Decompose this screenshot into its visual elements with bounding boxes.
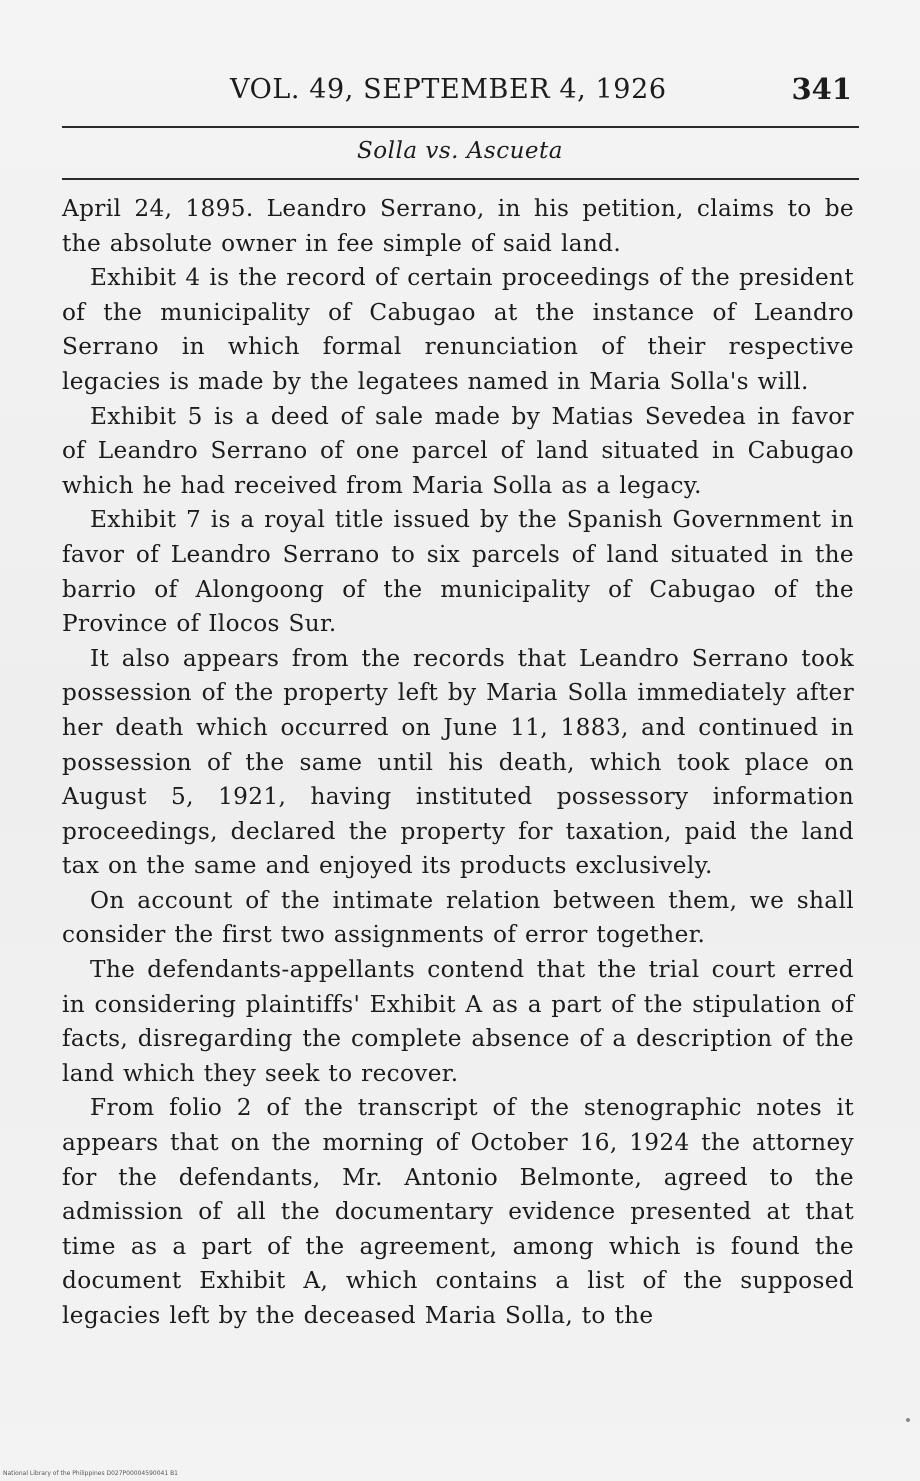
header-rule-top: [62, 126, 859, 128]
header-rule-bottom: [62, 178, 859, 180]
paragraph-continued: April 24, 1895. Leandro Serrano, in his petition, claims to be the absolute owner in fee simple of said land.: [62, 195, 854, 257]
page-header: [230, 74, 860, 118]
scan-footer-label: National Library of the Philippines D027P00004590041 B1: [3, 1470, 178, 1477]
body-text: [62, 192, 854, 1334]
paragraph-exhibit-7: Exhibit 7 is a royal title issued by the Spanish Government in favor of Leandro Serrano to six parcels of land situated in the barrio of Alongoong of the municipality of Cabugao of the Province of Ilocos Sur.: [62, 506, 854, 638]
case-running-title: Solla vs. Ascueta: [357, 138, 563, 164]
paragraph-exhibit-5: Exhibit 5 is a deed of sale made by Matias Sevedea in favor of Leandro Serrano of one parcel of land situated in Cabugao which he had received from Maria Solla as a legacy.: [62, 402, 854, 499]
paragraph-possession: It also appears from the records that Leandro Serrano took possession of the property left by Maria Solla immediately after her death which occurred on June 11, 1883, and continued in possession of the same until his death, which took place on August 5, 1921, having instituted possessory information proceedings, declared the property for taxation, paid the land tax on the same and enjoyed its products exclusively.: [62, 644, 854, 880]
scan-speck: [906, 1418, 910, 1422]
paragraph-assignments: On account of the intimate relation between them, we shall consider the first two assignments of error together.: [62, 886, 854, 949]
page-number: 341: [791, 72, 852, 106]
paragraph-folio: From folio 2 of the transcript of the stenographic notes it appears that on the morning of October 16, 1924 the attorney for the defendants, Mr. Antonio Belmonte, agreed to the admission of all the documentary evidence presented at that time as a part of the agreement, among which is found the document Exhibit A, which contains a list of the supposed legacies left by the deceased Maria Solla, to the: [62, 1094, 854, 1329]
volume-date-heading: VOL. 49, SEPTEMBER 4, 1926: [230, 74, 667, 105]
paragraph-contention: The defendants-appellants contend that the trial court erred in considering plaintiffs' Exhibit A as a part of the stipulation of facts, disregarding the complete absence of a description of the land which they seek to recover.: [62, 956, 854, 1087]
paragraph-exhibit-4: Exhibit 4 is the record of certain proceedings of the president of the municipality of Cabugao at the instance of Leandro Serrano in which formal renunciation of their respective legacies is made by the legatees named in Maria Solla's will.: [62, 264, 854, 395]
